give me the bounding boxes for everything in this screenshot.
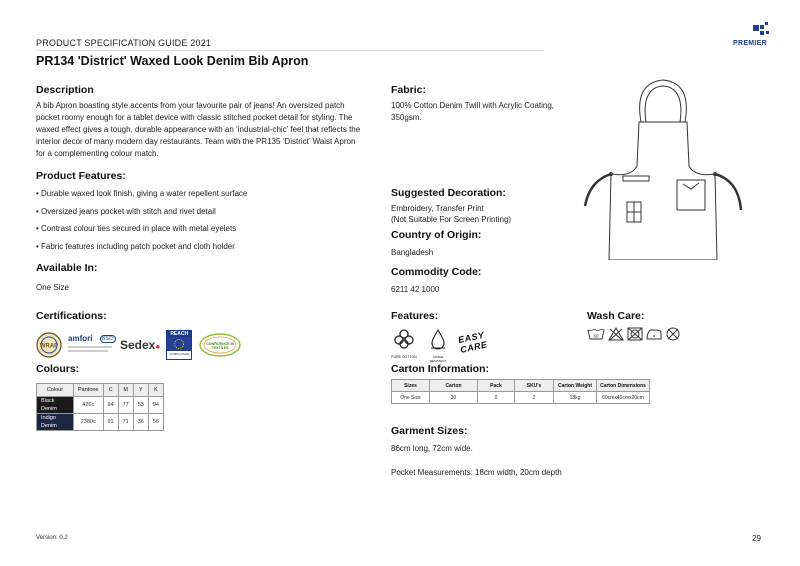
water-resistant-label: WATER RESISTANT bbox=[429, 355, 447, 363]
table-cell: 2 bbox=[515, 392, 554, 404]
column-header: Y bbox=[133, 384, 148, 397]
decoration-line: Embroidery, Transfer Print bbox=[391, 204, 484, 213]
commodity-value: 6211 42 1000 bbox=[391, 285, 440, 294]
premier-logo-icon bbox=[733, 20, 773, 40]
fabric-section bbox=[391, 84, 581, 124]
decoration-section bbox=[391, 187, 591, 225]
no-bleach-icon bbox=[608, 327, 624, 341]
colours-heading: Colours: bbox=[36, 363, 80, 375]
feature-item: • Fabric features including patch pocket and cloth holder bbox=[36, 241, 235, 251]
carton-heading: Carton Information: bbox=[391, 363, 489, 375]
description-section bbox=[36, 84, 366, 160]
available-value: One Size bbox=[36, 283, 69, 292]
table-cell: 36 bbox=[133, 414, 148, 431]
water-resistant-badge bbox=[425, 328, 451, 363]
reach-text: REACH bbox=[167, 331, 191, 337]
brand-name: PREMIER bbox=[733, 40, 767, 47]
table-cell: 18kg bbox=[554, 392, 597, 404]
reach-sub-text: COMPLIANCE bbox=[169, 352, 190, 356]
product-features-heading: Product Features: bbox=[36, 170, 126, 182]
certifications-heading: Certifications: bbox=[36, 310, 107, 322]
table-row bbox=[392, 392, 650, 404]
page-number: 29 bbox=[752, 534, 761, 543]
column-header: Pantone bbox=[74, 384, 104, 397]
column-header: Carton bbox=[430, 380, 478, 392]
colours-table bbox=[36, 383, 164, 431]
table-cell: 30 bbox=[430, 392, 478, 404]
table-cell: 94 bbox=[148, 397, 163, 414]
table-cell: 60cmx40cmx20cm bbox=[597, 392, 650, 404]
wrap-logo-text: WRAP bbox=[39, 343, 59, 350]
wash-care-heading: Wash Care: bbox=[587, 310, 645, 322]
no-dry-clean-icon bbox=[665, 327, 681, 341]
description-text: A bib Apron boasting style accents from your favourite pair of jeans! An oversized patch pocket roomy enough for a tablet device with classic stitched pocket detail for styling. The waxed effect gives a tough, durable appearance with an ‘industrial-chic’ feel that reflects the interior decor of many modern day restaurants. Team with the PR135 ‘District’ Waist Apron for a complementing colour match. bbox=[36, 101, 361, 158]
commodity-section bbox=[391, 266, 481, 296]
feature-item: • Oversized jeans pocket with stitch and rivet detail bbox=[36, 206, 216, 216]
country-section bbox=[391, 229, 481, 259]
table-cell: One Size bbox=[392, 392, 430, 404]
garment-sizes-section bbox=[391, 425, 691, 479]
fabric-heading: Fabric: bbox=[391, 84, 427, 96]
table-cell: 94 bbox=[103, 397, 118, 414]
column-header: C bbox=[103, 384, 118, 397]
column-header: Carton Weight bbox=[554, 380, 597, 392]
feature-item: • Durable waxed look finish, giving a water repellent surface bbox=[36, 189, 248, 198]
cotton-icon bbox=[393, 328, 415, 350]
table-cell: 53 bbox=[133, 397, 148, 414]
amfori-text: amfori bbox=[68, 334, 93, 343]
column-header: Colour bbox=[37, 384, 74, 397]
premier-logo bbox=[733, 20, 773, 50]
table-cell: 71 bbox=[118, 414, 133, 431]
product-features-section bbox=[36, 170, 366, 258]
sedex-text: Sedex bbox=[120, 338, 156, 352]
features-heading: Features: bbox=[391, 310, 439, 322]
features-section bbox=[391, 310, 489, 363]
description-heading: Description bbox=[36, 84, 94, 96]
pure-cotton-badge bbox=[391, 328, 417, 363]
version-label: Version: 0.2 bbox=[36, 535, 68, 541]
decoration-line: (Not Suitable For Screen Printing) bbox=[391, 215, 512, 224]
wash-temp-text: 60 bbox=[593, 333, 599, 339]
column-header: K bbox=[148, 384, 163, 397]
header-divider bbox=[36, 50, 544, 51]
apron-illustration bbox=[583, 70, 745, 260]
colour-swatch: Indigo Denim bbox=[37, 414, 74, 431]
bsci-text: BSCI bbox=[102, 336, 114, 342]
wash-care-section bbox=[587, 310, 681, 341]
guide-title: PRODUCT SPECIFICATION GUIDE 2021 bbox=[36, 38, 212, 48]
table-cell: 77 bbox=[118, 397, 133, 414]
commodity-heading: Commodity Code: bbox=[391, 266, 482, 278]
available-section bbox=[36, 262, 97, 294]
iron-low-icon bbox=[646, 327, 662, 341]
table-cell: 2380c bbox=[74, 414, 104, 431]
garment-sizes-heading: Garment Sizes: bbox=[391, 425, 468, 437]
country-heading: Country of Origin: bbox=[391, 229, 482, 241]
table-cell: 56 bbox=[148, 414, 163, 431]
easy-care-badge bbox=[459, 328, 489, 363]
carton-section bbox=[391, 363, 650, 404]
wrap-logo-icon bbox=[36, 332, 62, 358]
eu-flag-icon bbox=[167, 337, 191, 351]
available-heading: Available In: bbox=[36, 262, 98, 274]
amfori-logo bbox=[68, 332, 114, 358]
water-drop-icon bbox=[427, 328, 449, 350]
sedex-mark-icon: ● bbox=[155, 342, 161, 351]
fabric-text: 100% Cotton Denim Twill with Acrylic Coating, 350gsm. bbox=[391, 101, 555, 122]
column-header: Sizes bbox=[392, 380, 430, 392]
product-title: PR134 'District' Waxed Look Denim Bib Apron bbox=[36, 54, 309, 68]
easy-care-label: EASY CARE bbox=[457, 329, 489, 355]
column-header: SKU's bbox=[515, 380, 554, 392]
sedex-logo bbox=[120, 338, 160, 352]
table-cell: 91 bbox=[103, 414, 118, 431]
pure-cotton-label: PURE COTTON bbox=[391, 355, 417, 359]
reach-logo bbox=[166, 330, 192, 360]
oeko-tex-text: CONFIDENCE IN TEXTILES bbox=[206, 342, 235, 350]
country-value: Bangladesh bbox=[391, 248, 434, 257]
pocket-measurements-text: Pocket Measurements: 18cm width, 20cm depth bbox=[391, 468, 562, 477]
column-header: M bbox=[118, 384, 133, 397]
feature-item: • Contrast colour ties secured in place with metal eyelets bbox=[36, 224, 237, 233]
table-cell: 0 bbox=[478, 392, 515, 404]
decoration-heading: Suggested Decoration: bbox=[391, 187, 506, 199]
colours-section bbox=[36, 363, 164, 431]
column-header: Carton Dimensions bbox=[597, 380, 650, 392]
column-header: Pack bbox=[478, 380, 515, 392]
carton-table bbox=[391, 379, 650, 404]
oeko-tex-logo bbox=[198, 332, 242, 358]
table-row bbox=[37, 397, 164, 414]
garment-size-text: 86cm long, 72cm wide. bbox=[391, 444, 473, 453]
wash-60-icon bbox=[587, 327, 605, 341]
certifications-section bbox=[36, 310, 242, 360]
no-tumble-dry-icon bbox=[627, 327, 643, 341]
table-cell: 426c bbox=[74, 397, 104, 414]
colour-swatch: Black Denim bbox=[37, 397, 74, 414]
table-row bbox=[37, 414, 164, 431]
